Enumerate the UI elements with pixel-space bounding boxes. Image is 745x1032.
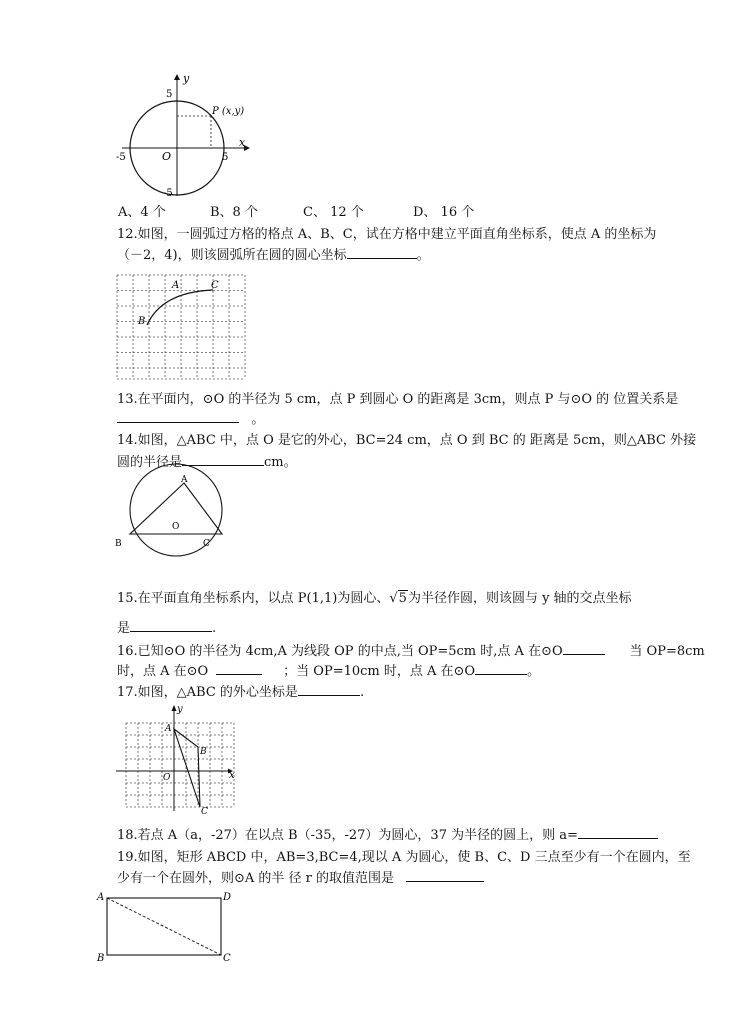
q14-circle-figure	[110, 470, 240, 550]
q11-tick-neg-x: -5	[116, 152, 126, 163]
q19-label-b: B	[97, 953, 105, 964]
q11-tick-pos-x: 5	[222, 152, 229, 163]
q17-grid-figure	[112, 703, 242, 818]
q12-label-a: A	[172, 280, 180, 291]
q19-line2-text: 少有一个在圆外，则⊙A 的半 径 r 的取值范围是	[117, 871, 395, 886]
q11-label-y: y	[183, 72, 190, 85]
q11-label-origin: O	[162, 150, 172, 163]
q12-label-c: C	[211, 280, 219, 291]
q12-line1: 12.如图，一圆弧过方格的格点 A、B、C，试在方格中建立平面直角坐标系，使点 A 的坐标为	[117, 227, 657, 242]
q17-answer-blank[interactable]	[298, 683, 360, 696]
q14-answer-blank[interactable]	[182, 453, 264, 466]
q19-diagonal	[107, 898, 221, 955]
q13-line1: 13.在平面内，⊙O 的半径为 5 cm，点 P 到圆心 O 的距离是 3cm，则点 P 与⊙O 的 位置关系是	[117, 392, 679, 407]
q11-option-b: B、8 个	[210, 205, 258, 220]
q12-line2	[117, 246, 430, 263]
q14-label-c: C	[203, 539, 210, 549]
q17-label-a: A	[165, 724, 172, 734]
q17-label-o: O	[163, 773, 171, 783]
q19-line1: 19.如图，矩形 ABCD 中，AB=3,BC=4,现以 A 为圆心，使 B、C、D 三点至少有一个在圆内，至	[117, 850, 691, 865]
q16-line1	[117, 642, 705, 659]
q14-line2-text: 圆的半径是	[117, 455, 183, 470]
q12-grid-figure	[114, 272, 249, 382]
q17-label-x: x	[229, 770, 235, 781]
q17-label-c: C	[201, 807, 208, 817]
q11-option-d: D、 16 个	[413, 205, 475, 220]
q11-option-c: C、 12 个	[303, 205, 364, 220]
q17-line1-text: 17.如图，△ABC 的外心坐标是	[117, 685, 298, 700]
q14-label-o: O	[172, 522, 180, 532]
q14-line2-end: cm。	[264, 455, 297, 470]
q17-line1-end: .	[359, 685, 365, 700]
q16-line2-text: 时，点 A 在⊙O	[117, 664, 209, 679]
q16-line1-rest: 当 OP=8cm	[629, 644, 705, 659]
q16-line2	[117, 662, 540, 679]
q15-line1-text: 15.在平面直角坐标系内，以点 P(1,1)为圆心、	[117, 591, 390, 606]
q11-option-a: A、4 个	[118, 205, 166, 220]
q15-line2-text: 是	[117, 621, 131, 636]
q15-answer-blank[interactable]	[130, 619, 212, 632]
q11-circle-figure	[112, 72, 262, 202]
q19-label-c: C	[223, 953, 231, 964]
q12-arc	[147, 290, 213, 325]
q13-line2	[117, 410, 264, 427]
q16-answer-blank-3[interactable]	[475, 662, 527, 675]
q16-line1-text: 16.已知⊙O 的半径为 4cm,A 为线段 OP 的中点,当 OP=5cm 时,点 A 在⊙O	[117, 644, 563, 659]
q11-y-arrow-icon	[174, 74, 180, 80]
q15-line2-end: .	[212, 621, 217, 636]
q12-line2-text: （－2，4)，则该圆弧所在圆的圆心坐标	[117, 248, 347, 263]
q17-label-b: B	[200, 747, 207, 757]
q16-answer-blank-2[interactable]	[216, 662, 262, 675]
q15-line1-rest: 为半径作圆，则该圆与 y 轴的交点坐标	[407, 591, 632, 606]
q17-label-y: y	[177, 704, 183, 715]
q14-line2	[117, 453, 297, 470]
q15-sqrt-radicand: 5	[398, 591, 407, 606]
q18-line1	[117, 826, 658, 843]
q15-line2	[117, 619, 216, 636]
q18-answer-blank[interactable]	[578, 826, 658, 839]
q16-answer-blank-1[interactable]	[563, 642, 605, 655]
q16-line2-mid: ；当 OP=10cm 时，点 A 在⊙O	[283, 664, 476, 679]
q19-answer-blank[interactable]	[406, 869, 484, 882]
q13-line2-end: 。	[251, 412, 265, 427]
q17-y-arrow-icon	[172, 705, 177, 711]
q19-rectangle-figure	[94, 891, 244, 966]
q16-line2-end: 。	[527, 664, 541, 679]
q19-rectangle	[107, 898, 221, 955]
q14-label-b: B	[115, 539, 122, 549]
q19-label-d: D	[223, 892, 232, 903]
q19-line2	[117, 869, 484, 886]
q11-label-p: P (x,y)	[212, 106, 245, 117]
q15-line1	[117, 591, 632, 606]
q11-tick-top: 5	[166, 89, 173, 100]
q15-sqrt-symbol: √5	[389, 591, 407, 606]
q17-line1	[117, 683, 364, 700]
q18-line1-text: 18.若点 A（a，-27）在以点 B（-35，-27）为圆心，37 为半径的圆上，则 a=	[117, 828, 578, 843]
q19-label-a: A	[97, 892, 105, 903]
q13-answer-blank[interactable]	[117, 410, 239, 423]
q11-tick-bottom: -5	[163, 188, 173, 199]
q14-line1: 14.如图，△ABC 中，点 O 是它的外心，BC=24 cm，点 O 到 BC 的 距离是 5cm，则△ABC 外接	[117, 433, 697, 448]
q12-answer-blank[interactable]	[347, 246, 417, 259]
q11-label-x: x	[239, 136, 246, 149]
q14-label-a: A	[181, 475, 188, 485]
q12-line2-end: 。	[416, 248, 430, 263]
q12-label-b: B	[138, 316, 146, 327]
